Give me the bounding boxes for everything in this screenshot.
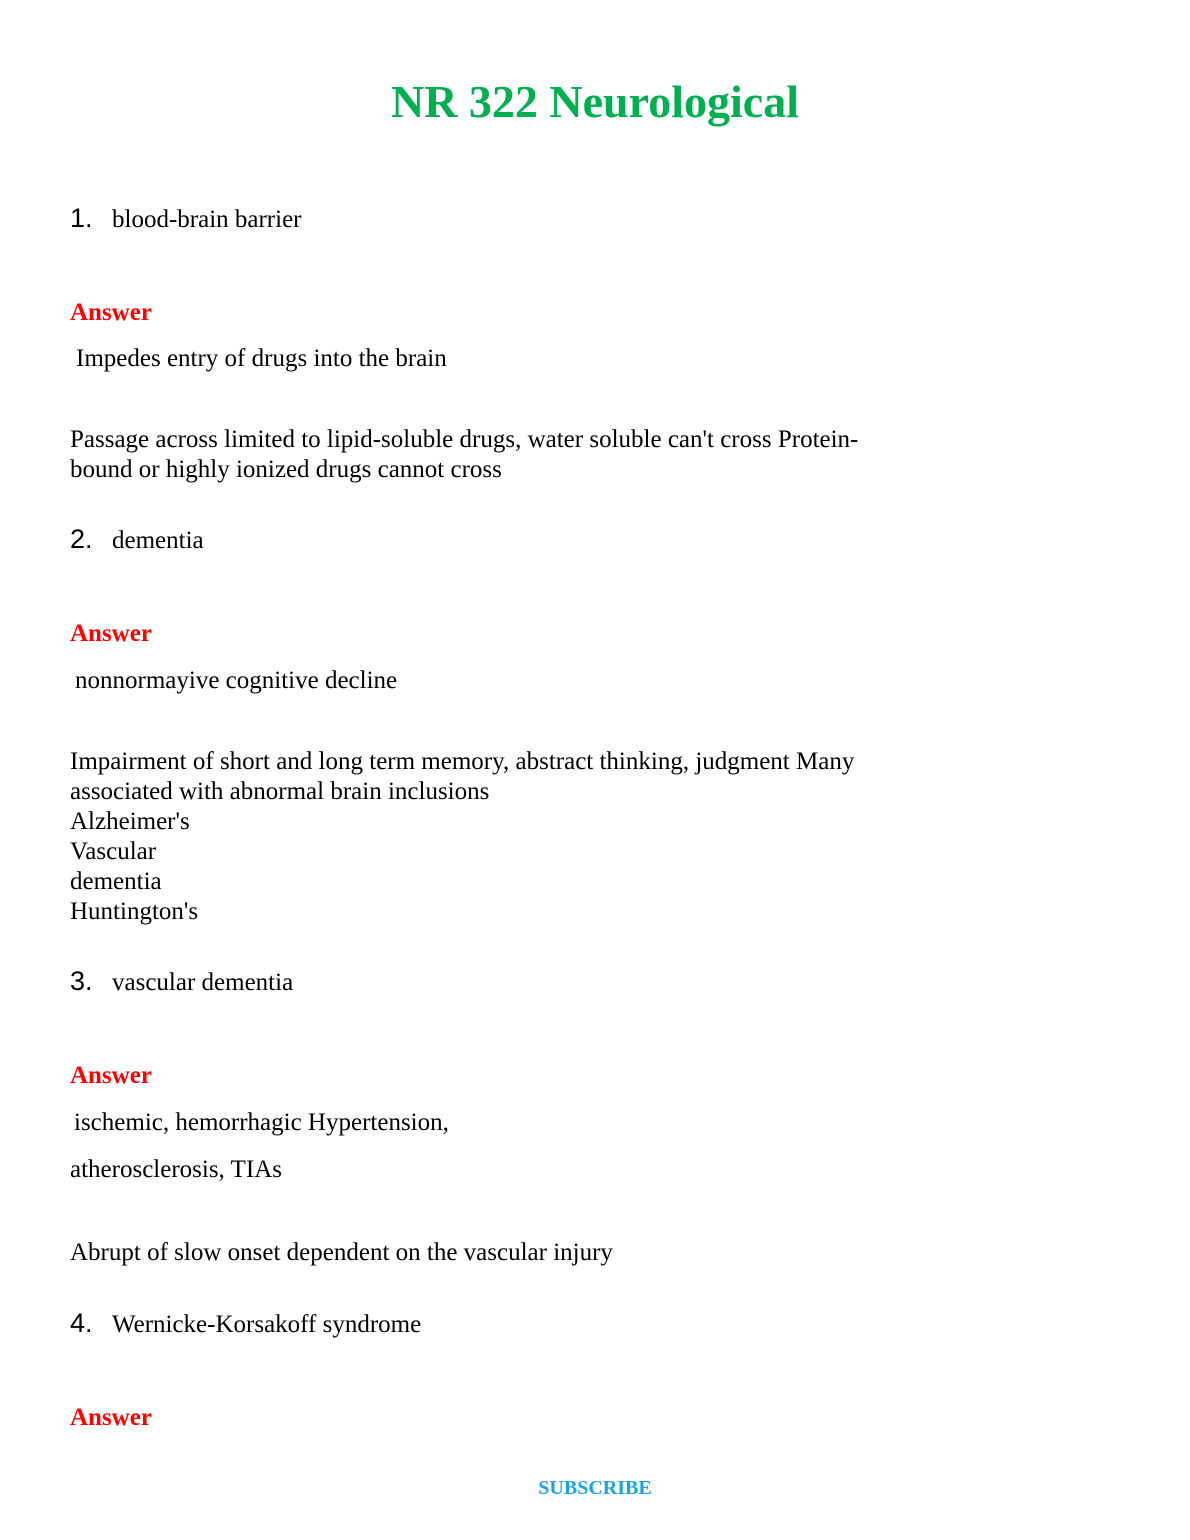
question-term: vascular dementia — [112, 969, 294, 996]
detail-line: bound or highly ionized drugs cannot cross — [70, 456, 502, 483]
answer-first-2: nonnormayive cognitive decline — [75, 667, 398, 694]
answer-first-1: Impedes entry of drugs into the brain — [76, 345, 447, 372]
detail-line: associated with abnormal brain inclusions — [70, 778, 490, 805]
answer-label-2: Answer — [70, 620, 152, 647]
detail-line: dementia — [70, 868, 162, 895]
answer-details-3 — [70, 1238, 950, 1268]
answer-details-2 — [70, 747, 950, 927]
answer-label-4: Answer — [70, 1404, 152, 1431]
question-term: Wernicke-Korsakoff syndrome — [112, 1311, 422, 1338]
question-2 — [70, 524, 204, 556]
question-number: 2. — [70, 524, 93, 554]
question-number: 4. — [70, 1308, 93, 1338]
question-1 — [70, 203, 302, 235]
detail-line: Huntington's — [70, 898, 199, 925]
question-term: blood-brain barrier — [112, 206, 302, 233]
answer-label-3: Answer — [70, 1062, 152, 1089]
subscribe-link[interactable]: SUBSCRIBE — [538, 1477, 652, 1499]
detail-line: Abrupt of slow onset dependent on the vascular injury — [70, 1239, 613, 1266]
answer-details-1 — [70, 425, 950, 485]
question-number: 3. — [70, 966, 93, 996]
detail-line: Alzheimer's — [70, 808, 190, 835]
question-3 — [70, 966, 293, 998]
detail-line: Impairment of short and long term memory, abstract thinking, judgment Many — [70, 748, 855, 775]
detail-line: Passage across limited to lipid-soluble drugs, water soluble can't cross Protein- — [70, 426, 859, 453]
answer-label-1: Answer — [70, 299, 152, 326]
question-term: dementia — [112, 527, 204, 554]
detail-line: Vascular — [70, 838, 157, 865]
question-number: 1. — [70, 203, 93, 233]
question-4 — [70, 1308, 421, 1340]
page-title: NR 322 Neurological — [390, 76, 799, 127]
answer-second-3: atherosclerosis, TIAs — [70, 1156, 282, 1183]
answer-first-3: ischemic, hemorrhagic Hypertension, — [74, 1109, 449, 1136]
